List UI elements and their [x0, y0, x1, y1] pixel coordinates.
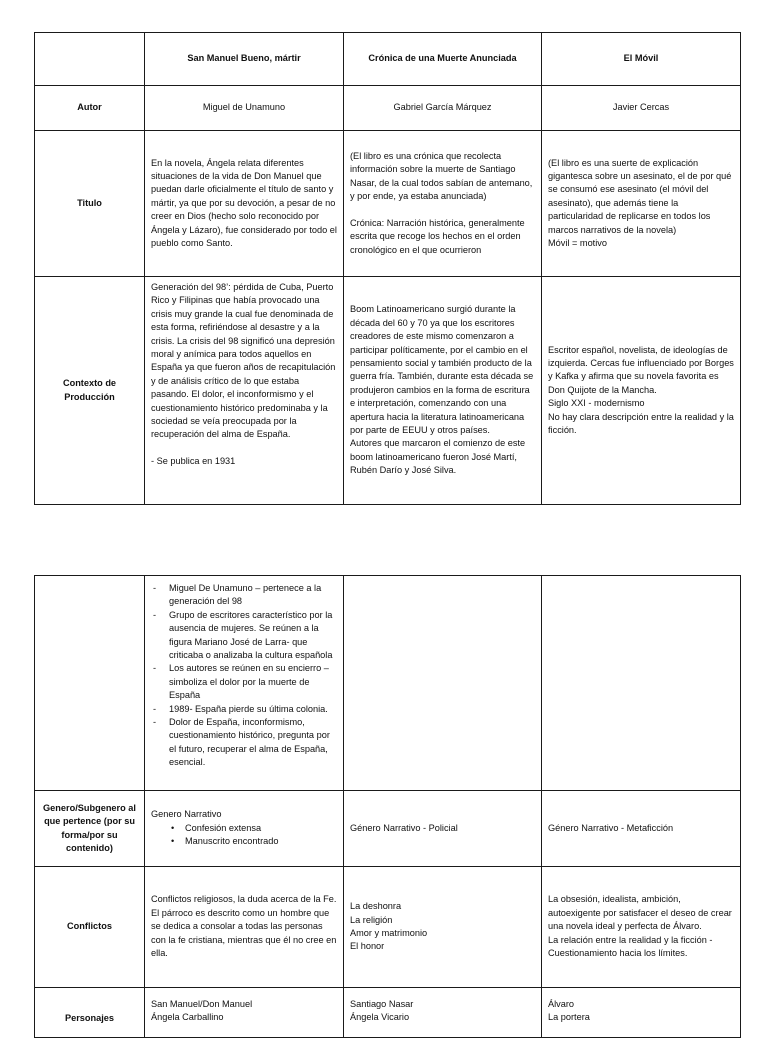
contexto-label: Contexto de Producción [35, 277, 145, 505]
personajes-cronica-text: Santiago Nasar Ángela Vicario [350, 999, 414, 1023]
titulo-cronica-text-a: (El libro es una crónica que recolecta información sobre la muerte de Santiago Nasar, de la cual todos sabían de antemano, y por ende, ya estaba anunciada) [350, 151, 533, 202]
list-item: - Los autores se reúnen en su encierro – simboliza el dolor por la muerte de España [151, 662, 337, 702]
genero-bullet-list [151, 822, 337, 849]
continuation-empty-cronica [344, 576, 542, 791]
autor-cercas: Javier Cercas [542, 86, 741, 131]
contexto-san-manuel-text: Generación del 98’: pérdida de Cuba, Puerto Rico y Filipinas que había provocado una crisis muy grande la cual fue denominada de esta forma, refiriéndose al desastre y a la crisis. La crisis del 98 significó una depresión moral y anímica para todos aquellos en España ya que fueron años de recapitulación y de análisis crítico de lo que estaba pasando. El dolor, el inconformismo y el cuestionamiento histórico predominaba y la sociedad se veía preocupada por la recuperación del alma de España. [151, 282, 336, 440]
contexto-el-movil-text: Escritor español, novelista, de ideologías de izquierda. Cercas fue influenciado por Borges y Kafka y afirma que su novela favorita es Don Quijote de la Mancha. Siglo XXI - modernismo No hay clara descripción entre la realidad y la ficción. [548, 344, 734, 436]
genero-cronica: Género Narrativo - Policial [344, 791, 542, 867]
conflictos-cronica-text: La deshonra La religión Amor y matrimonio El honor [350, 901, 428, 952]
continuation-empty-movil [542, 576, 741, 791]
conflictos-el-movil [542, 867, 741, 988]
titulo-label: Titulo [35, 131, 145, 277]
titulo-el-movil-text: (El libro es una suerte de explicación gigantesca sobre un asesinato, el de por qué se consumó ese asesinato (el móvil del asesinato), que además tiene la particularidad de replicarse en todos los marcos narrativos de la novela) Móvil = motivo [548, 157, 732, 249]
contexto-row [35, 277, 741, 505]
titulo-san-manuel-text: En la novela, Ángela relata diferentes situaciones de la vida de Don Manuel que puedan darle oficialmente el título de santo y mártir, ya que por su devoción, a pesar de no creer en Dios (hecho solo reconocido por Ángela y Lázaro), fue considerado por todo el pueblo como Santo. [151, 157, 337, 249]
titulo-cronica [344, 131, 542, 277]
contexto-cronica [344, 277, 542, 505]
contexto-list-cell [145, 576, 344, 791]
contexto-el-movil [542, 277, 741, 505]
genero-san-manuel-title: Genero Narrativo [151, 809, 222, 820]
contexto-cronica-text: Boom Latinoamericano surgió durante la década del 60 y 70 ya que los escritores creadores de este mismo comenzaron a participar políticamente, por el cambio en el pensamiento social y también producto de la guerra fría. También, durante esta década se produjeron cambios en la forma de escritura e interpretación, comenzando con una apertura hacia la literatura latinoamericana por parte de EEUU y otros países. Autores que marcaron el comienzo de este boom latinoamericano fueron José Martí, Rubén Darío y José Silva. [350, 304, 534, 476]
contexto-continuation-row [35, 576, 741, 791]
titulo-el-movil [542, 131, 741, 277]
list-item: - Grupo de escritores característico por la ausencia de mujeres. Se reúnen a la figura Mariano José de Larra- que criticaba o analizaba la cultura española [151, 609, 337, 663]
titulo-row [35, 131, 741, 277]
conflictos-row [35, 867, 741, 988]
header-el-movil: El Móvil [542, 33, 741, 86]
header-san-manuel: San Manuel Bueno, mártir [145, 33, 344, 86]
header-empty-cell [35, 33, 145, 86]
genero-label: Genero/Subgenero al que pertence (por su forma/por su contenido) [35, 791, 145, 867]
continuation-empty-label [35, 576, 145, 791]
genero-san-manuel [145, 791, 344, 867]
comparison-table-bottom [34, 575, 741, 1038]
personajes-san-manuel [145, 988, 344, 1038]
conflictos-san-manuel [145, 867, 344, 988]
list-item: • Manuscrito encontrado [151, 835, 337, 848]
genero-row [35, 791, 741, 867]
personajes-cronica [344, 988, 542, 1038]
titulo-cronica-text-b: Crónica: Narración histórica, generalmente escrita que recoge los hechos en el orden cronológico en el que ocurrieron [350, 217, 525, 255]
contexto-san-manuel [145, 277, 344, 505]
list-item: - 1989- España pierde su última colonia. [151, 703, 337, 716]
contexto-san-manuel-date: - Se publica en 1931 [151, 455, 236, 466]
autor-label: Autor [35, 86, 145, 131]
conflictos-san-manuel-text: Conflictos religiosos, la duda acerca de la Fe. El párroco es descrito como un hombre que se dedica a consolar a todas las personas con la fe cristiana, mientras que él no cree en ella. [151, 894, 337, 959]
comparison-table-top [34, 32, 741, 505]
autor-unamuno: Miguel de Unamuno [145, 86, 344, 131]
titulo-san-manuel [145, 131, 344, 277]
conflictos-label: Conflictos [35, 867, 145, 988]
list-item: - Dolor de España, inconformismo, cuestionamiento histórico, pregunta por el futuro, recuperar el alma de España, esencial. [151, 716, 337, 770]
conflictos-el-movil-text: La obsesión, idealista, ambición, autoexigente por satisfacer el deseo de crear una novela ideal y perfecta de Álvaro. La relación entre la realidad y la ficción - Cuestionamiento hacia los límites. [548, 894, 732, 959]
list-item: - Miguel De Unamuno – pertenece a la generación del 98 [151, 582, 337, 609]
header-cronica: Crónica de una Muerte Anunciada [344, 33, 542, 86]
conflictos-cronica [344, 867, 542, 988]
list-item: • Confesión extensa [151, 822, 337, 835]
contexto-dash-list [151, 582, 337, 770]
genero-el-movil: Género Narrativo - Metaficción [542, 791, 741, 867]
autor-garcia-marquez: Gabriel García Márquez [344, 86, 542, 131]
personajes-el-movil-text: Álvaro La portera [548, 999, 590, 1023]
personajes-row [35, 988, 741, 1038]
autor-row [35, 86, 741, 131]
personajes-label: Personajes [35, 988, 145, 1038]
header-row [35, 33, 741, 86]
personajes-el-movil [542, 988, 741, 1038]
personajes-san-manuel-text: San Manuel/Don Manuel Ángela Carballino [151, 999, 253, 1023]
